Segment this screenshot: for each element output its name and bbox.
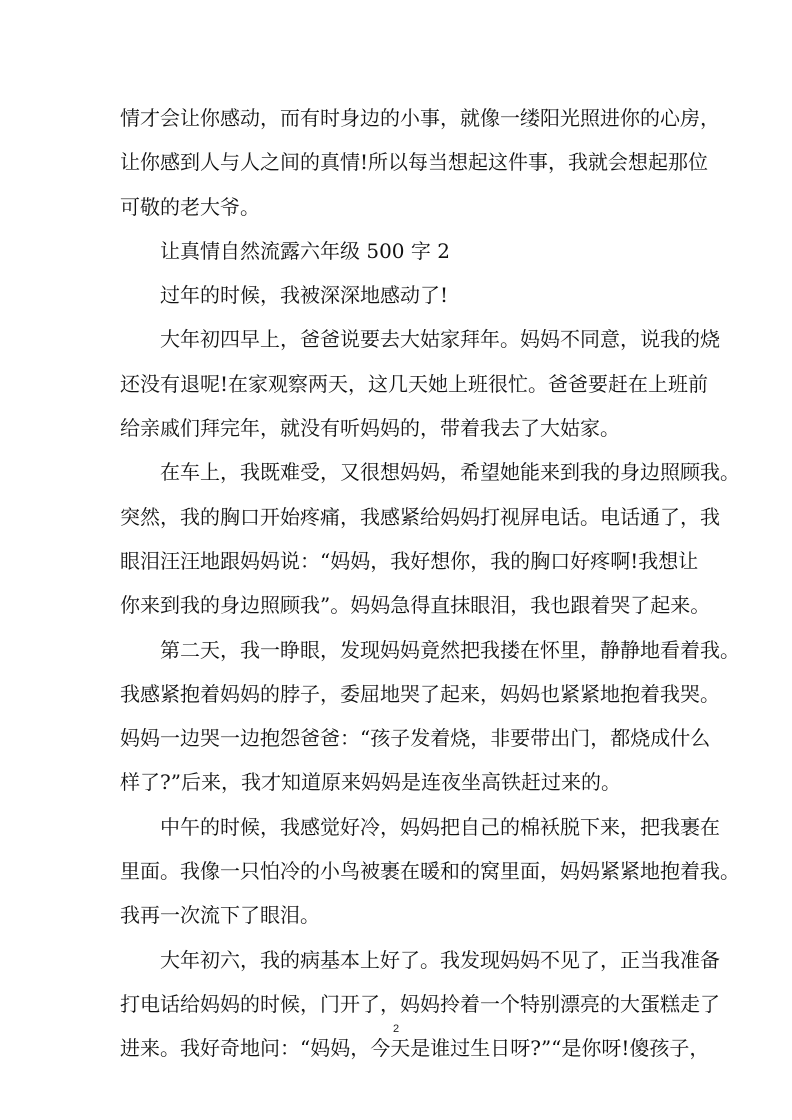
text-line: 我感紧抱着妈妈的脖子，委屈地哭了起来，妈妈也紧紧地抱着我哭。: [120, 681, 720, 706]
text-line: 突然，我的胸口开始疼痛，我感紧给妈妈打视屏电话。电话通了，我: [120, 504, 720, 529]
body-text: [120, 96, 740, 1071]
text-line: 眼泪汪汪地跟妈妈说：“妈妈，我好想你，我的胸口好疼啊!我想让: [120, 548, 699, 573]
text-line: 打电话给妈妈的时候，门开了，妈妈拎着一个特别漂亮的大蛋糕走了: [120, 991, 720, 1016]
text-line: 你来到我的身边照顾我”。妈妈急得直抹眼泪，我也跟着哭了起来。: [120, 593, 711, 618]
text-line: 大年初四早上，爸爸说要去大姑家拜年。妈妈不同意，说我的烧: [160, 327, 720, 352]
text-line: 大年初六，我的病基本上好了。我发现妈妈不见了，正当我准备: [160, 947, 720, 972]
text-line: 情才会让你感动，而有时身边的小事，就像一缕阳光照进你的心房，: [120, 106, 720, 130]
text-line: 样了?”后来，我才知道原来妈妈是连夜坐高铁赶过来的。: [120, 770, 621, 795]
text-line: 让你感到人与人之间的真情!所以每当想起这件事，我就会想起那位: [120, 150, 709, 175]
text-line: 可敬的老大爷。: [120, 194, 260, 219]
text-line: 我再一次流下了眼泪。: [120, 903, 320, 928]
text-line: 第二天，我一睁眼，发现妈妈竟然把我搂在怀里，静静地看着我。: [160, 637, 740, 662]
text-line: 给亲戚们拜完年，就没有听妈妈的，带着我去了大姑家。: [120, 416, 620, 441]
section-heading: 让真情自然流露六年级 500 字 2: [160, 238, 450, 263]
page-number: 2: [392, 1023, 400, 1035]
text-line: 妈妈一边哭一边抱怨爸爸：“孩子发着烧，非要带出门，都烧成什么: [120, 726, 711, 751]
text-line: 还没有退呢!在家观察两天，这几天她上班很忙。爸爸要赶在上班前: [120, 371, 709, 396]
text-line: 里面。我像一只怕冷的小鸟被裹在暖和的窝里面，妈妈紧紧地抱着我。: [120, 859, 740, 884]
text-line: 中午的时候，我感觉好冷，妈妈把自己的棉袄脱下来，把我裹在: [160, 814, 720, 839]
text-line: 进来。我好奇地问：“妈妈，今天是谁过生日呀?”“是你呀!傻孩子，: [120, 1036, 710, 1061]
text-line: 过年的时候，我被深深地感动了!: [160, 283, 449, 308]
text-line: 在车上，我既难受，又很想妈妈，希望她能来到我的身边照顾我。: [160, 460, 740, 485]
